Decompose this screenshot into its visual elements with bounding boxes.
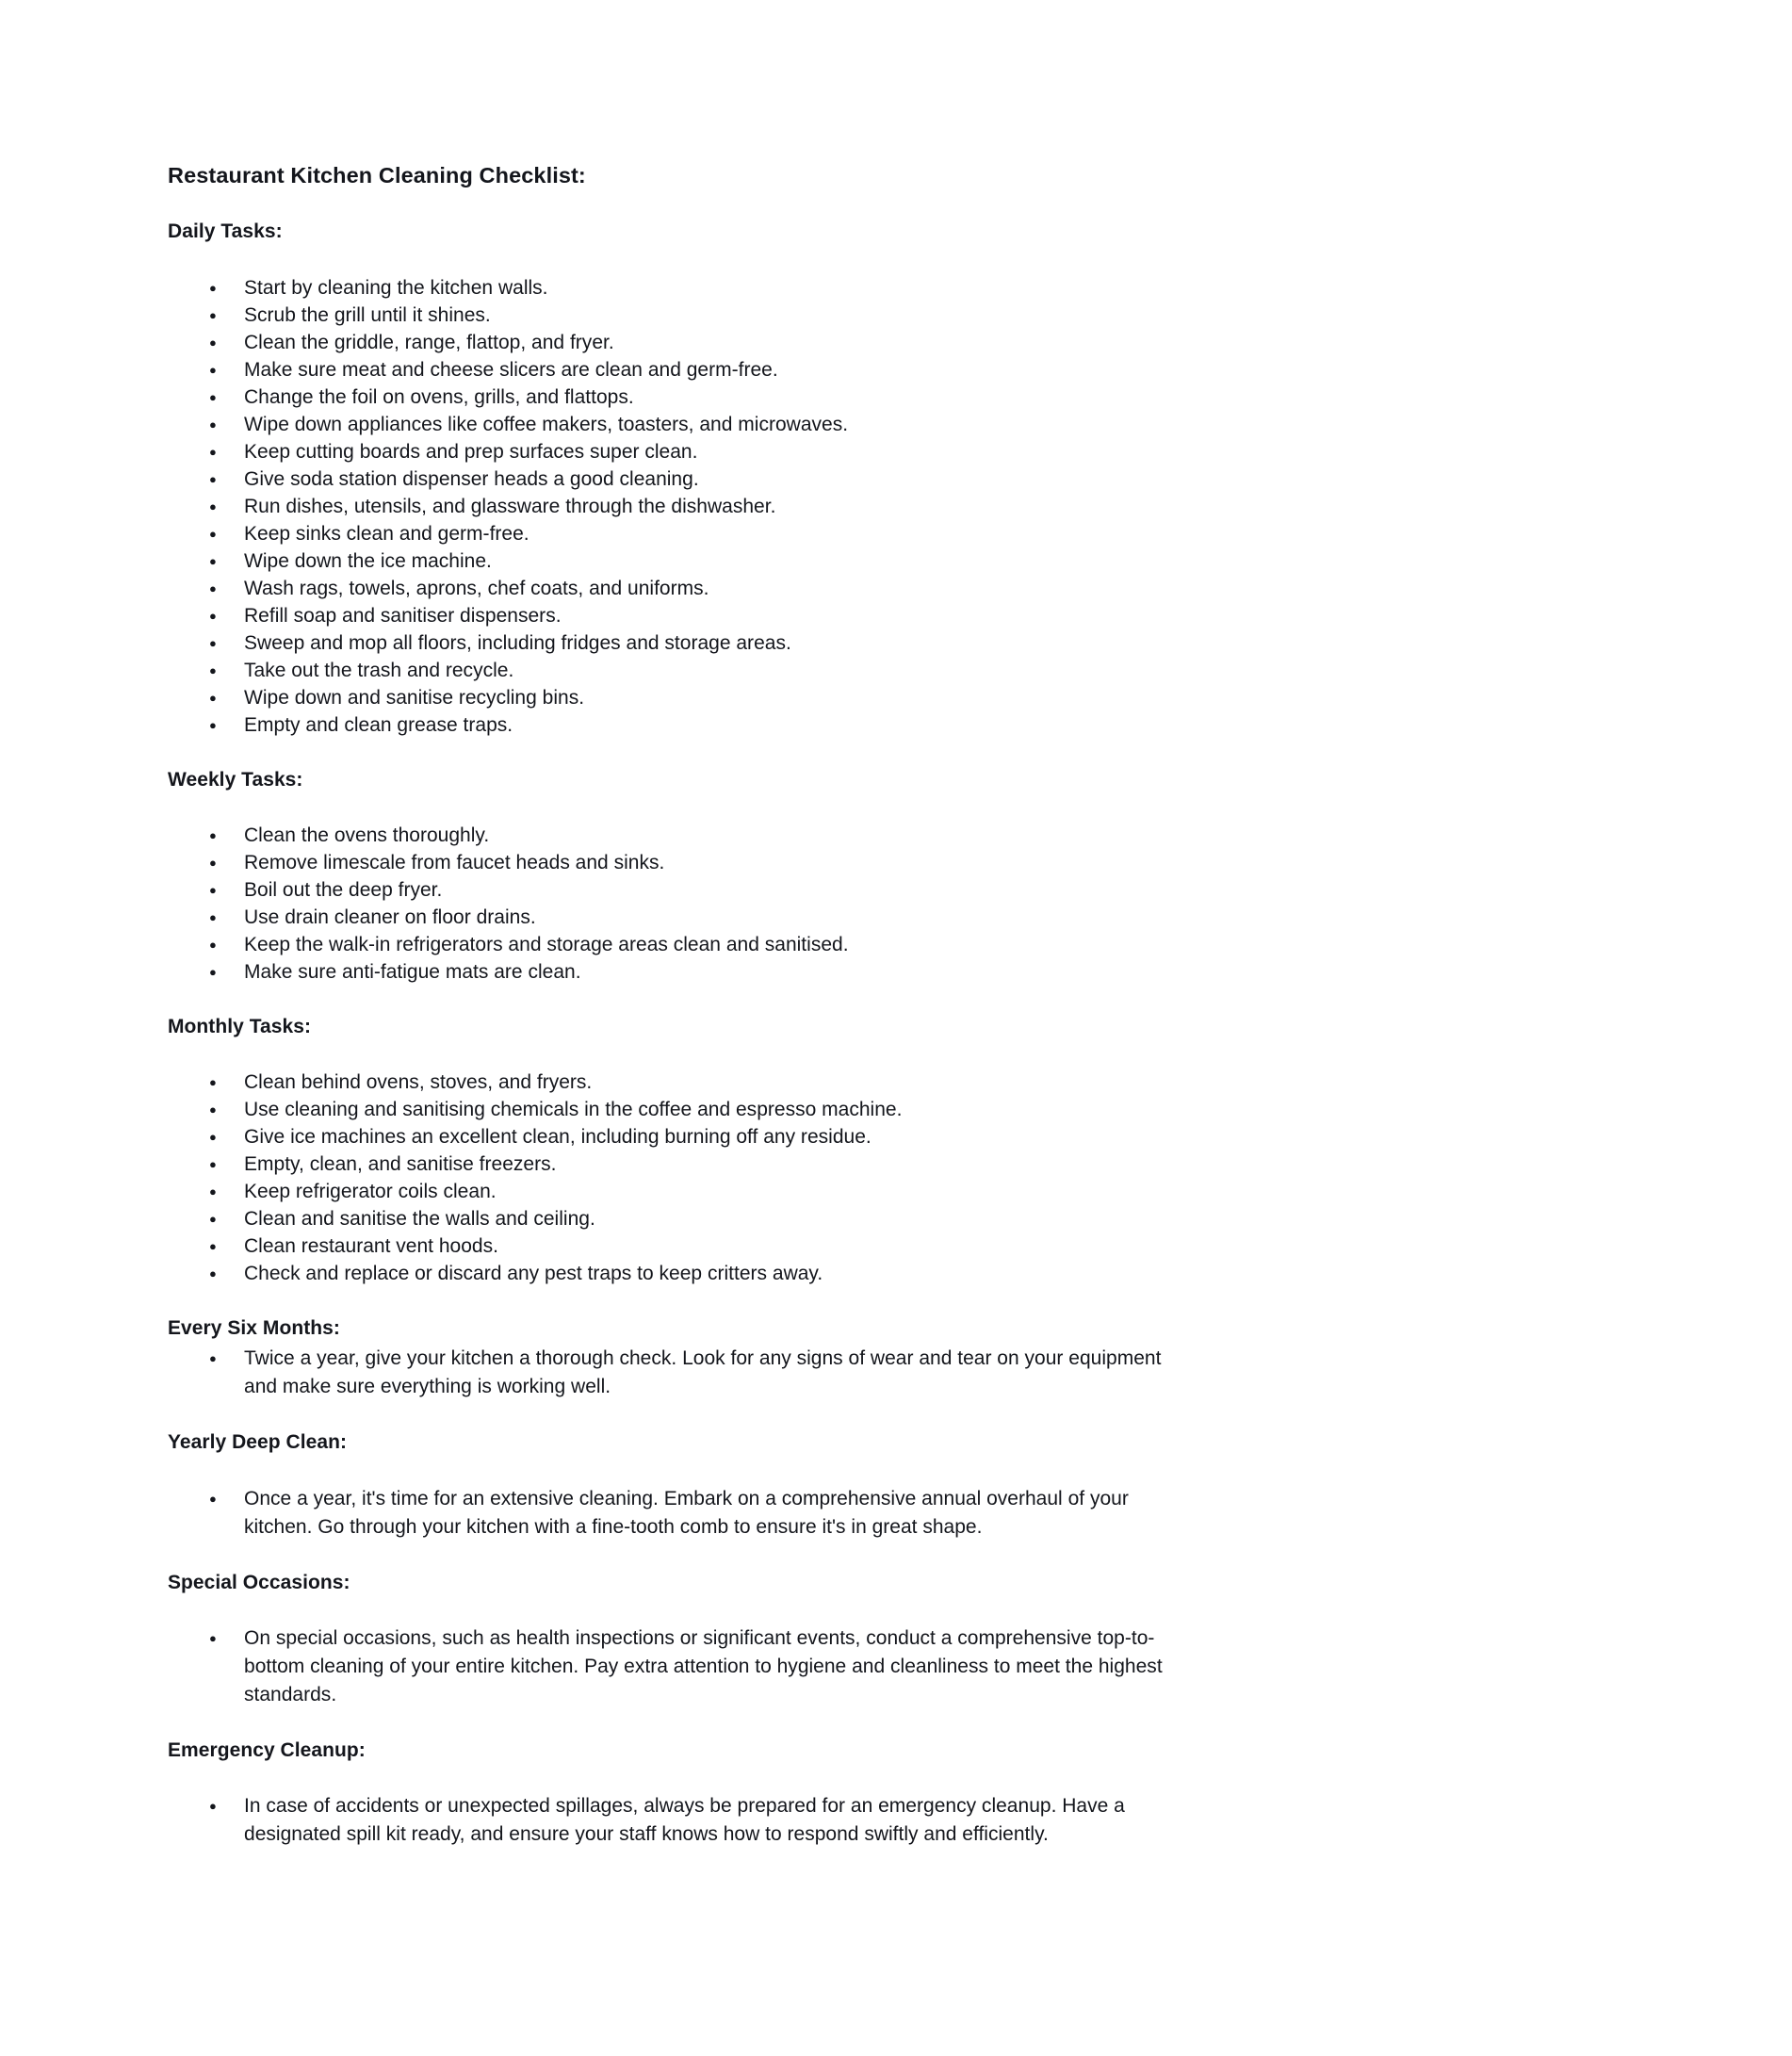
task-list	[168, 1069, 1185, 1287]
list-item: ● Scrub the grill until it shines.	[168, 302, 1185, 329]
title-spacer	[168, 189, 1185, 220]
heading-list-spacer	[168, 245, 1185, 274]
list-heading-spacer	[168, 1287, 1185, 1316]
list-item: ● Wipe down and sanitise recycling bins.	[168, 684, 1185, 711]
list-item: ● Clean and sanitise the walls and ceiling.	[168, 1205, 1185, 1232]
checklist-section	[168, 1015, 1185, 1316]
list-item: ● Keep refrigerator coils clean.	[168, 1178, 1185, 1205]
list-item: ● Refill soap and sanitiser dispensers.	[168, 602, 1185, 629]
list-item: ● Check and replace or discard any pest traps to keep critters away.	[168, 1260, 1185, 1287]
heading-list-spacer	[168, 1595, 1185, 1624]
list-item: ● Use drain cleaner on floor drains.	[168, 904, 1185, 931]
task-list	[168, 1792, 1185, 1849]
heading-list-spacer	[168, 792, 1185, 822]
list-item: ● Run dishes, utensils, and glassware through the dishwasher.	[168, 493, 1185, 520]
sections-container	[168, 220, 1185, 1849]
heading-list-spacer	[168, 1039, 1185, 1069]
task-list	[168, 274, 1185, 739]
list-item: ● Empty, clean, and sanitise freezers.	[168, 1150, 1185, 1178]
list-item: ● Make sure meat and cheese slicers are clean and germ-free.	[168, 356, 1185, 383]
task-list	[168, 1345, 1185, 1401]
list-item: ● Twice a year, give your kitchen a thorough check. Look for any signs of wear and tear on your equipment and make sure everything is working well.	[168, 1345, 1185, 1401]
list-item: ● Empty and clean grease traps.	[168, 711, 1185, 739]
heading-list-spacer	[168, 1456, 1185, 1485]
section-heading: Yearly Deep Clean:	[168, 1431, 347, 1454]
task-list	[168, 1624, 1185, 1709]
page-title: Restaurant Kitchen Cleaning Checklist:	[168, 163, 586, 188]
list-item: ● On special occasions, such as health inspections or significant events, conduct a comprehensive top-to-bottom cleaning of your entire kitchen. Pay extra attention to hygiene and cleanliness to meet the highest standards.	[168, 1624, 1185, 1709]
checklist-section	[168, 1430, 1185, 1570]
section-heading: Every Six Months:	[168, 1317, 340, 1340]
task-list	[168, 1485, 1185, 1542]
checklist-section	[168, 1316, 1185, 1430]
list-item: ● Give soda station dispenser heads a good cleaning.	[168, 465, 1185, 493]
list-item: ● Make sure anti-fatigue mats are clean.	[168, 958, 1185, 986]
list-item: ● Keep the walk-in refrigerators and storage areas clean and sanitised.	[168, 931, 1185, 958]
list-heading-spacer	[168, 986, 1185, 1015]
section-heading: Weekly Tasks:	[168, 768, 303, 791]
list-heading-spacer	[168, 1709, 1185, 1738]
list-item: ● Boil out the deep fryer.	[168, 876, 1185, 904]
checklist-section	[168, 220, 1185, 767]
checklist-section	[168, 768, 1185, 1015]
list-item: ● Start by cleaning the kitchen walls.	[168, 274, 1185, 302]
list-item: ● Clean the ovens thoroughly.	[168, 822, 1185, 849]
list-item: ● Clean restaurant vent hoods.	[168, 1232, 1185, 1260]
list-item: ● Wash rags, towels, aprons, chef coats, and uniforms.	[168, 575, 1185, 602]
list-item: ● Change the foil on ovens, grills, and flattops.	[168, 383, 1185, 411]
section-heading: Daily Tasks:	[168, 220, 283, 243]
list-item: ● In case of accidents or unexpected spillages, always be prepared for an emergency cleanup. Have a designated spill kit ready, and ensure your staff knows how to respond swiftly and efficiently.	[168, 1792, 1185, 1849]
section-heading: Monthly Tasks:	[168, 1015, 311, 1037]
heading-list-spacer	[168, 1763, 1185, 1792]
list-item: ● Keep cutting boards and prep surfaces super clean.	[168, 438, 1185, 465]
list-item: ● Clean behind ovens, stoves, and fryers.	[168, 1069, 1185, 1096]
list-item: ● Clean the griddle, range, flattop, and fryer.	[168, 329, 1185, 356]
list-item: ● Wipe down appliances like coffee makers, toasters, and microwaves.	[168, 411, 1185, 438]
task-list	[168, 822, 1185, 986]
section-heading: Emergency Cleanup:	[168, 1738, 366, 1761]
checklist-section	[168, 1738, 1185, 1849]
list-item: ● Remove limescale from faucet heads and sinks.	[168, 849, 1185, 876]
section-heading: Special Occasions:	[168, 1571, 350, 1593]
list-heading-spacer	[168, 1542, 1185, 1571]
checklist-section	[168, 1571, 1185, 1738]
list-item: ● Keep sinks clean and germ-free.	[168, 520, 1185, 547]
list-item: ● Take out the trash and recycle.	[168, 657, 1185, 684]
list-item: ● Once a year, it's time for an extensive cleaning. Embark on a comprehensive annual overhaul of your kitchen. Go through your kitchen with a fine-tooth comb to ensure it's in great shape.	[168, 1485, 1185, 1542]
list-item: ● Give ice machines an excellent clean, including burning off any residue.	[168, 1123, 1185, 1150]
list-item: ● Wipe down the ice machine.	[168, 547, 1185, 575]
list-item: ● Use cleaning and sanitising chemicals in the coffee and espresso machine.	[168, 1096, 1185, 1123]
document-body	[168, 162, 1185, 1849]
list-item: ● Sweep and mop all floors, including fridges and storage areas.	[168, 629, 1185, 657]
list-heading-spacer	[168, 739, 1185, 768]
list-heading-spacer	[168, 1401, 1185, 1430]
